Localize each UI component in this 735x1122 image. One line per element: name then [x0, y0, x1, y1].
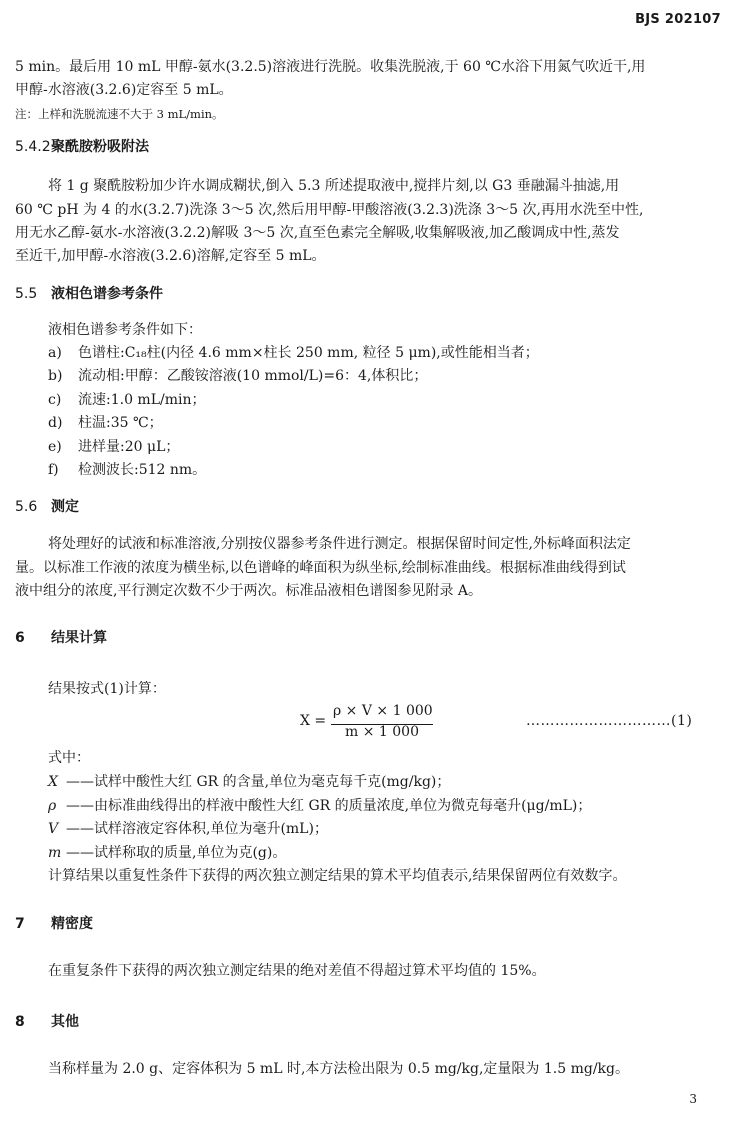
formula-numerator: ρ × V × 1 000 — [333, 703, 433, 719]
paragraph-line: 60 ℃ pH 为 4 的水(3.2.7)洗涤 3～5 次,然后用甲醇-甲酸溶液(3.2.3)洗涤 3～5 次,再用水洗至中性, — [15, 202, 644, 218]
paragraph-line: 液相色谱参考条件如下： — [48, 322, 202, 338]
variable-symbol: m — [48, 845, 62, 861]
paragraph-line: 量。以标准工作液的浓度为横坐标,以色谱峰的峰面积为纵坐标,绘制标准曲线。根据标准曲线得到试 — [15, 560, 626, 576]
list-label: f) — [48, 462, 59, 478]
list-item — [48, 343, 539, 363]
section-heading-5-6 — [15, 497, 79, 517]
section-number: 8 — [15, 1014, 25, 1030]
section-title: 结果计算 — [51, 630, 107, 646]
paragraph-line: 甲醇-水溶液(3.2.6)定容至 5 mL。 — [15, 82, 233, 98]
formula-denominator: m × 1 000 — [345, 724, 419, 740]
variable-symbol: V — [48, 821, 59, 837]
document-code: BJS 202107 — [635, 12, 721, 27]
variable-description: ——试样称取的质量,单位为克(g)。 — [66, 845, 287, 861]
section-heading-6 — [15, 628, 107, 648]
list-item — [48, 460, 206, 480]
list-item — [48, 366, 427, 386]
section-title: 聚酰胺粉吸附法 — [51, 139, 149, 155]
section-heading-7 — [15, 914, 93, 934]
list-item — [48, 413, 163, 433]
variable-definition — [48, 843, 286, 863]
formula — [300, 703, 450, 743]
list-text: 流速:1.0 mL/min； — [78, 392, 206, 408]
list-label: c) — [48, 392, 62, 408]
variable-definition — [48, 772, 450, 792]
paragraph-line: 在重复条件下获得的两次独立测定结果的绝对差值不得超过算术平均值的 15%。 — [48, 963, 546, 979]
list-label: b) — [48, 368, 63, 384]
section-number: 5.6 — [15, 499, 38, 515]
paragraph-line: 当称样量为 2.0 g、定容体积为 5 mL 时,本方法检出限为 0.5 mg/kg,定量限为 1.5 mg/kg。 — [48, 1061, 629, 1077]
list-item — [48, 437, 179, 457]
list-text: 色谱柱:C₁₈柱(内径 4.6 mm×柱长 250 mm, 粒径 5 μm),或性能相当者； — [78, 345, 539, 361]
note: 注：上样和洗脱流速不大于 3 mL/min。 — [15, 107, 224, 121]
section-number: 6 — [15, 630, 25, 646]
paragraph-line: 至近干,加甲醇-水溶液(3.2.6)溶解,定容至 5 mL。 — [15, 248, 326, 264]
paragraph-line: 用无水乙醇-氨水-水溶液(3.2.2)解吸 3～5 次,直至色素完全解吸,收集解吸液,加乙酸调成中性,蒸发 — [15, 225, 620, 241]
section-title: 测定 — [51, 499, 79, 515]
paragraph-line: 式中： — [48, 750, 90, 766]
variable-description: ——试样溶液定容体积,单位为毫升(mL)； — [66, 821, 328, 837]
variable-definition — [48, 796, 591, 816]
equation-number: …………………………(1) — [526, 713, 693, 729]
list-text: 检测波长:512 nm。 — [78, 462, 207, 478]
paragraph-line: 将 1 g 聚酰胺粉加少许水调成糊状,倒入 5.3 所述提取液中,搅拌片刻,以 G3 垂融漏斗抽滤,用 — [48, 178, 620, 194]
variable-description: ——由标准曲线得出的样液中酸性大红 GR 的质量浓度,单位为微克每毫升(μg/mL)； — [66, 798, 592, 814]
section-title: 精密度 — [51, 916, 93, 932]
section-heading-5-4-2 — [15, 137, 149, 157]
formula-lhs: X = — [300, 713, 327, 729]
list-label: a) — [48, 345, 62, 361]
list-label: e) — [48, 439, 62, 455]
section-number: 5.5 — [15, 286, 38, 302]
paragraph-line: 5 min。最后用 10 mL 甲醇-氨水(3.2.5)溶液进行洗脱。收集洗脱液,于 60 ℃水浴下用氮气吹近干,用 — [15, 59, 646, 75]
paragraph-line: 将处理好的试液和标准溶液,分别按仪器参考条件进行测定。根据保留时间定性,外标峰面积法定 — [48, 536, 631, 552]
list-label: d) — [48, 415, 63, 431]
paragraph-line: 结果按式(1)计算： — [48, 681, 166, 697]
section-heading-5-5 — [15, 284, 163, 304]
variable-symbol: X — [48, 774, 58, 790]
list-text: 柱温:35 ℃； — [78, 415, 163, 431]
section-heading-8 — [15, 1012, 79, 1032]
list-item — [48, 390, 206, 410]
section-title: 液相色谱参考条件 — [51, 286, 163, 302]
list-text: 流动相:甲醇：乙酸铵溶液(10 mmol/L)=6：4,体积比； — [78, 368, 428, 384]
section-number: 7 — [15, 916, 25, 932]
paragraph-line: 计算结果以重复性条件下获得的两次独立测定结果的算术平均值表示,结果保留两位有效数字。 — [48, 868, 627, 884]
variable-description: ——试样中酸性大红 GR 的含量,单位为毫克每千克(mg/kg)； — [66, 774, 451, 790]
section-number: 5.4.2 — [15, 139, 51, 155]
paragraph-line: 液中组分的浓度,平行测定次数不少于两次。标准品液相色谱图参见附录 A。 — [15, 583, 483, 599]
section-title: 其他 — [51, 1014, 79, 1030]
page-number: 3 — [689, 1092, 697, 1106]
variable-symbol: ρ — [48, 798, 57, 814]
list-text: 进样量:20 μL； — [78, 439, 180, 455]
variable-definition — [48, 819, 328, 839]
